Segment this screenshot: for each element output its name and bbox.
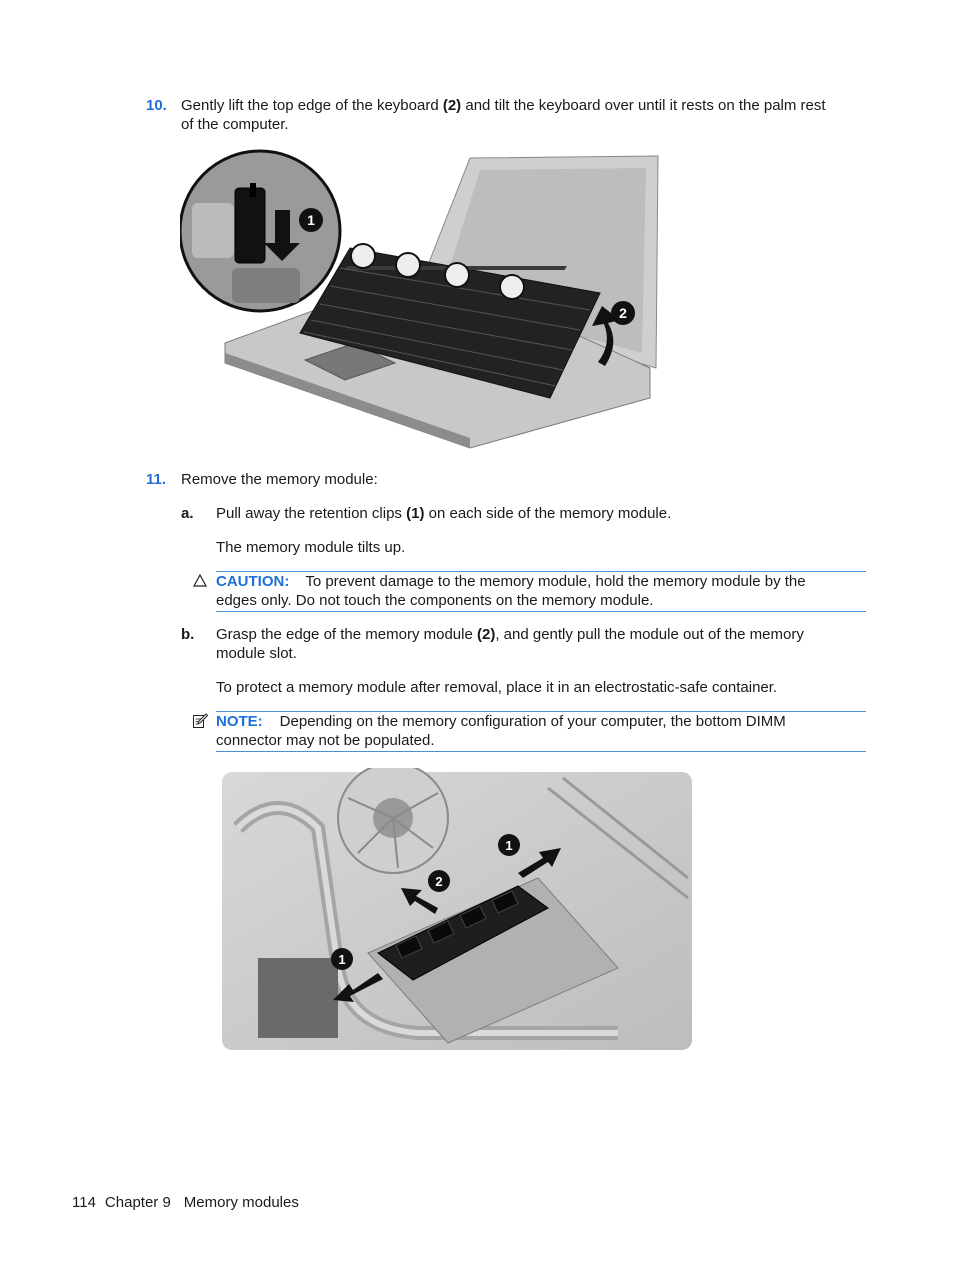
- step-b-letter: b.: [181, 626, 195, 643]
- step-11-number: 11.: [146, 471, 167, 488]
- step-11-text: Remove the memory module:: [181, 471, 378, 488]
- callout-1: 1: [307, 212, 315, 228]
- note-line1: NOTE: Depending on the memory configuration of your computer, the bottom DIMM: [216, 713, 786, 730]
- footer-chapter: Chapter 9: [104, 1194, 171, 1211]
- step-b-followup: To protect a memory module after removal, place it in an electrostatic-safe container.: [216, 679, 778, 696]
- step-a-letter: a.: [181, 505, 194, 522]
- memory-module-removal-figure: [218, 768, 696, 1054]
- caution-line1: CAUTION: To prevent damage to the memory module, hold the memory module by the: [216, 573, 806, 590]
- step-10-number: 10.: [146, 97, 167, 114]
- step-10-text-line2: of the computer.: [181, 116, 289, 133]
- step-b-text-line1: Grasp the edge of the memory module (2), and gently pull the module out of the memory: [216, 626, 804, 643]
- callout-2-figure2: 2: [435, 874, 443, 889]
- footer-title: Memory modules: [183, 1194, 299, 1211]
- step-a-text: Pull away the retention clips (1) on each side of the memory module.: [216, 505, 672, 522]
- step-b-text-line2: module slot.: [216, 645, 297, 662]
- caution-line2: edges only. Do not touch the components on the memory module.: [216, 592, 654, 609]
- page-number: 114: [72, 1194, 96, 1211]
- note-pencil-icon: [192, 713, 208, 729]
- cooling-fan: [338, 768, 448, 873]
- step-a-followup: The memory module tilts up.: [216, 539, 406, 556]
- step-10-text-line1: Gently lift the top edge of the keyboard (2) and tilt the keyboard over until it rests on the palm rest: [181, 97, 826, 114]
- callout-1-bottom: 1: [338, 952, 346, 967]
- caution-triangle-icon: [193, 574, 207, 587]
- note-line2: connector may not be populated.: [216, 732, 435, 749]
- keyboard-removal-figure: [180, 148, 660, 450]
- callout-2: 2: [619, 305, 627, 321]
- page-footer: [72, 1193, 299, 1212]
- callout-1-top: 1: [505, 838, 513, 853]
- caution-bottom-rule: [216, 611, 866, 612]
- note-bottom-rule: [216, 751, 866, 752]
